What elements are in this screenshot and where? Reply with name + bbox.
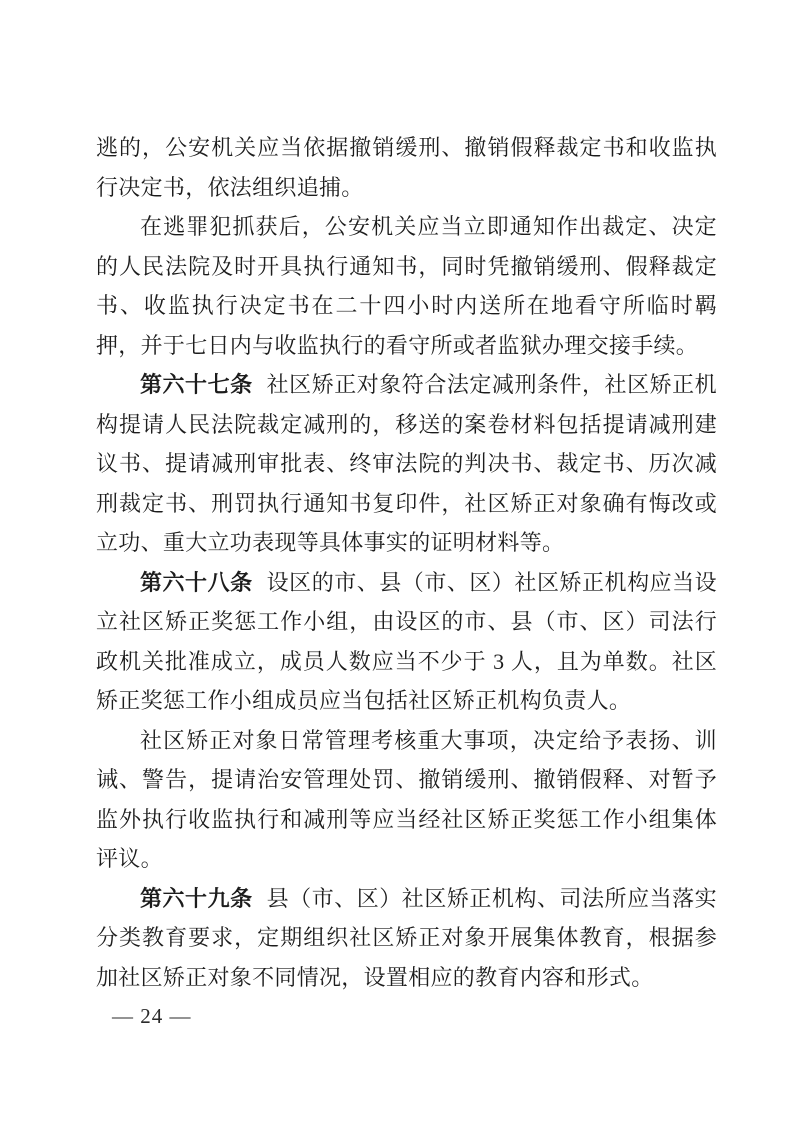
paragraph-text: 逃的，公安机关应当依据撤销缓刑、撤销假释裁定书和收监执行决定书，依法组织追捕。 bbox=[96, 135, 717, 200]
paragraph-article-68 bbox=[96, 563, 717, 721]
paragraph-continuation bbox=[96, 128, 717, 207]
article-number-68: 第六十八条 bbox=[140, 569, 253, 595]
paragraph-text: 县（市、区）社区矫正机构、司法所应当落实分类教育要求，定期组织社区矫正对象开展集体教育，根据参加社区矫正对象不同情况，设置相应的教育内容和形式。 bbox=[96, 885, 717, 990]
page-number: — 24 — bbox=[112, 1004, 192, 1028]
paragraph-text: 社区矫正对象符合法定减刑条件，社区矫正机构提请人民法院裁定减刑的，移送的案卷材料包括提请减刑建议书、提请减刑审批表、终审法院的判决书、裁定书、历次减刑裁定书、刑罚执行通知书复印件，社区矫正对象确有悔改或立功、重大立功表现等具体事实的证明材料等。 bbox=[96, 372, 717, 555]
paragraph-article-67 bbox=[96, 365, 717, 563]
paragraph-text: 社区矫正对象日常管理考核重大事项，决定给予表扬、训诫、警告，提请治安管理处罚、撤销缓刑、撤销假释、对暂予监外执行收监执行和减刑等应当经社区矫正奖惩工作小组集体评议。 bbox=[96, 727, 717, 871]
paragraph bbox=[96, 207, 717, 365]
paragraph-text: 在逃罪犯抓获后，公安机关应当立即通知作出裁定、决定的人民法院及时开具执行通知书，同时凭撤销缓刑、假释裁定书、收监执行决定书在二十四小时内送所在地看守所临时羁押，并于七日内与收监执行的看守所或者监狱办理交接手续。 bbox=[96, 214, 717, 358]
paragraph-text: 设区的市、县（市、区）社区矫正机构应当设立社区矫正奖惩工作小组，由设区的市、县（市、区）司法行政机关批准成立，成员人数应当不少于 3 人，且为单数。社区矫正奖惩工作小组成员应当包括社区矫正机构负责人。 bbox=[96, 569, 717, 713]
paragraph bbox=[96, 721, 717, 879]
document-body bbox=[96, 128, 717, 997]
paragraph-article-69 bbox=[96, 879, 717, 998]
article-number-67: 第六十七条 bbox=[140, 372, 253, 397]
article-number-69: 第六十九条 bbox=[140, 885, 253, 911]
